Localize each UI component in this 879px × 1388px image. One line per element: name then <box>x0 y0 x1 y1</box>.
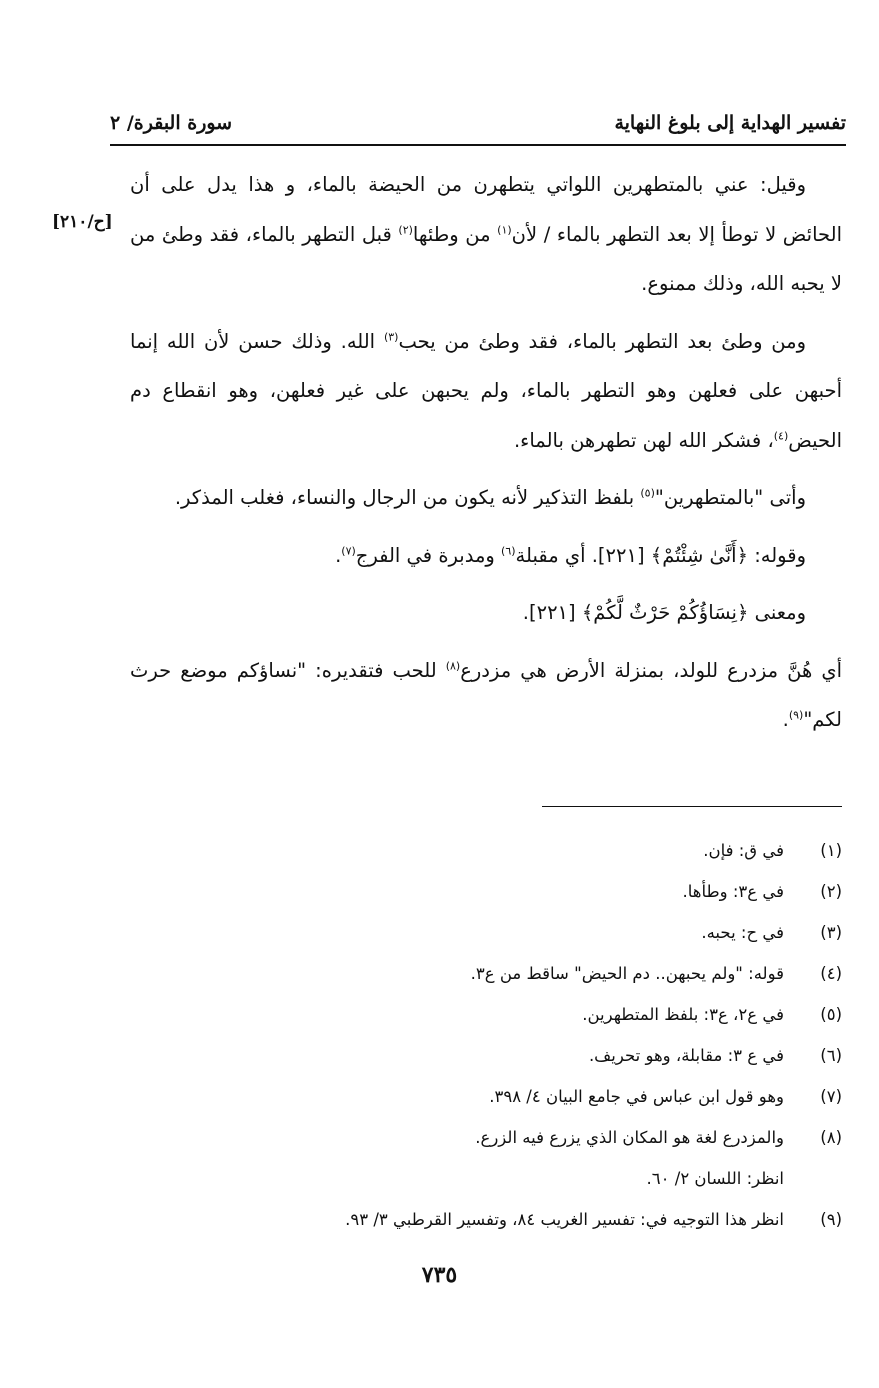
running-header <box>110 100 846 134</box>
footnote-text: في ع٢، ع٣: بلفظ المتطهرين. <box>582 1005 784 1024</box>
footnote-item <box>130 1035 842 1076</box>
footnote-text: وهو قول ابن عباس في جامع البيان ٤/ ٣٩٨. <box>489 1087 784 1106</box>
paragraph-1 <box>130 160 842 309</box>
manuscript-folio-marker: [ح/٢١٠] <box>52 212 113 232</box>
text-run: وقيل: عني بالمتطهرين اللواتي يتطهرن من الحيضة بالماء، و هذا يدل على أن الحائض لا توطأ إلا بعد التطهر بالماء / لأن <box>130 173 842 246</box>
footnote-ref[interactable]: (١) <box>497 223 512 236</box>
text-run: الله. وذلك حسن لأن الله إنما أحبهن على فعلهن وهو التطهر بالماء، ولم يحبهن على غير فعلهن، وهو انقطاع دم الحيض <box>130 329 842 452</box>
footnote-number <box>784 1158 842 1199</box>
footnote-number: (٣) <box>820 923 842 942</box>
footnote-number: (٦) <box>820 1046 842 1065</box>
footnote-ref[interactable]: (٥) <box>640 486 655 500</box>
footnote-item <box>130 1076 842 1117</box>
surah-label: سورة البقرة/ ٢ <box>110 112 233 134</box>
footnote-ref[interactable]: (٢) <box>398 223 413 236</box>
paragraph-2 <box>130 317 842 466</box>
footnote-number: (٨) <box>820 1128 842 1147</box>
main-text <box>130 160 842 753</box>
paragraph-5 <box>130 588 842 638</box>
text-run: ، فشكر الله لهن تطهرهن بالماء. <box>513 428 774 452</box>
text-run: ومن وطئ بعد التطهر بالماء، فقد وطئ من يحب <box>398 329 807 353</box>
paragraph-6 <box>130 646 842 745</box>
text-run: وقوله: ﴿أَنَّىٰ شِئْتُمْ﴾ [٢٢١]. أي مقبلة <box>515 543 806 567</box>
footnote-ref[interactable]: (٣) <box>383 330 399 343</box>
footnote-number: (٥) <box>820 1005 842 1024</box>
footnote-text: في ق: فإن. <box>703 841 784 860</box>
footnote-text: في ع٣: وطأها. <box>682 882 784 901</box>
footnote-ref[interactable]: (٩) <box>788 708 804 722</box>
footnote-ref[interactable]: (٤) <box>773 429 789 442</box>
footnote-text: في ح: يحبه. <box>701 923 784 942</box>
footnote-text: في ع ٣: مقابلة، وهو تحريف. <box>588 1046 784 1065</box>
footnote-number: (٩) <box>820 1210 842 1229</box>
text-run: ومعنى ﴿نِسَاؤُكُمْ حَرْثٌ لَّكُمْ﴾ [٢٢١]. <box>522 601 806 624</box>
paragraph-3 <box>130 473 842 523</box>
footnote-number: (٧) <box>820 1087 842 1106</box>
footnote-item <box>130 994 842 1035</box>
footnote-ref[interactable]: (٧) <box>341 544 356 557</box>
footnote-number: (١) <box>820 841 842 860</box>
text-run: وأتى "بالمتطهرين" <box>654 486 806 509</box>
footnote-text: قوله: "ولم يحبهن.. دم الحيض" ساقط من ع٣. <box>470 964 784 983</box>
footnote-item <box>130 912 842 953</box>
text-run: قبل التطهر بالماء، فقد وطئ من لا يحبه الله، وذلك ممنوع. <box>130 222 842 295</box>
header-divider <box>110 144 846 146</box>
text-run: ومدبرة في الفرج <box>355 543 502 567</box>
text-run: بلفظ التذكير لأنه يكون من الرجال والنساء، فغلب المذكر. <box>174 486 641 509</box>
text-run: للحب فتقديره: "نساؤكم موضع حرث لكم" <box>130 658 842 731</box>
footnote-number: (٤) <box>820 964 842 983</box>
footnote-item <box>130 953 842 994</box>
footnote-text: انظر هذا التوجيه في: تفسير الغريب ٨٤، وتفسير القرطبي ٣/ ٩٣. <box>345 1210 784 1229</box>
paragraph-4 <box>130 531 842 581</box>
footnote-item <box>130 830 842 871</box>
footnote-item <box>130 1158 842 1199</box>
footnote-item <box>130 1199 842 1240</box>
footnote-divider <box>542 806 842 807</box>
footnote-text: والمزدرع لغة هو المكان الذي يزرع فيه الزرع. <box>475 1128 784 1147</box>
footnote-ref[interactable]: (٦) <box>501 544 516 557</box>
footnotes-list <box>130 830 842 1240</box>
text-run: أي هُنَّ مزدرع للولد، بمنزلة الأرض هي مزدرع <box>460 658 842 682</box>
book-title: تفسير الهداية إلى بلوغ النهاية <box>614 112 846 134</box>
text-run: من وطئها <box>412 222 498 246</box>
text-run: . <box>335 543 342 567</box>
footnote-text: انظر: اللسان ٢/ ٦٠. <box>646 1169 784 1188</box>
page-number: ٧٣٥ <box>421 1262 458 1288</box>
footnote-item <box>130 1117 842 1158</box>
footnote-ref[interactable]: (٨) <box>445 659 461 672</box>
text-run: . <box>782 708 789 731</box>
footnote-number: (٢) <box>820 882 842 901</box>
footnote-item <box>130 871 842 912</box>
